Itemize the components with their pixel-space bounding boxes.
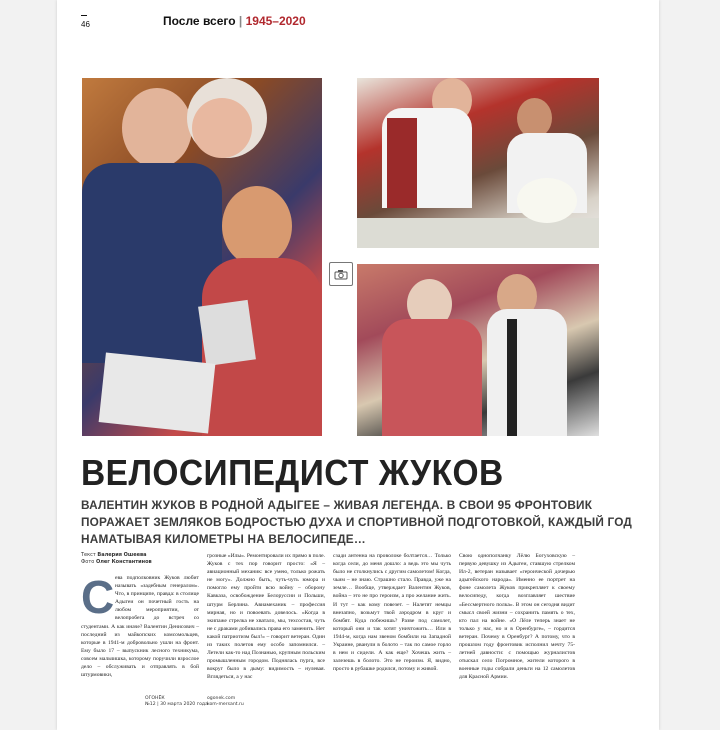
article-column-3: сзади антенна на проволоке болтается… Только когда сели, до меня дошло: а ведь это мы чуть было не столкнулись с другим самолетом! Когда, чьим – не знаю. Страшно стало. Правда, уже на земле… Вообще, утверждает Валентин Жуков, война – это не про героизм, а про желание жить. И тут – как кому повезет. – Налетят немцы внезапно, возьмут твой аэродром в круг и бомбят. Куда побежишь? Разве под самолет, который они и так хотят уничтожить… Или в 1944-м, когда нам звеном бомбили на Западной Украине, рванули в болото – так по самое горло в нем и сидели. А как еще? Хочешь жить – залезешь в болото. Это не героизм. Я, видно, просто в рубашке родился, потому и живой. bbox=[333, 553, 451, 673]
page-number: 46 bbox=[81, 20, 90, 29]
footer-issue: ОГОНЁК №12 | 30 марта 2020 года bbox=[145, 696, 208, 707]
camera-icon bbox=[329, 262, 353, 286]
article-column-2: грозные «Илы». Ремонтировали их прямо в поле. Жуков с тех пор говорит просто: «Я – авиационный механик: все умею, только рожать не могу». Должно быть, чуть-чуть юмора и помогло ему пройти всю войну – оборону Кавказа, освобождение Белоруссии и Польши, штурм Берлина. Авиамеханик – профессия мирная, но и повоевать довелось. «Когда в экипаже стрелка не хватало, мы, техсостав, чуть не с драками добивались права его заменить. Нет какой патриотизм был!» – говорит ветеран. Один из таких полетов ему особо запомнился. – Летели как-то над Познанью, крупным польским промышленным городом. Поднялась пурга, все вокруг было в дыму: видимость – нулевая. Вглядеться, а у нас bbox=[207, 553, 325, 681]
credits-photo-author: Олег Константинов bbox=[95, 559, 152, 565]
article-column-4: Свою однополчанку Лёлю Богуховскую – первую девушку из Адыгеи, ставшую стрелком Ил-2, ветеран называет «героической дочерью адыгейского народа». Именно ее портрет на фоне самолета Жуков прикрепляет к своему велосипеду, когда возглавляет шествие «Бессмертного полка». В этом он сегодня видит смысл своей жизни – сохранить память о тех, кто пал на войне. «О Лёле теперь знает не только у нас, но и в Оренбурге», – гордится ветеран. Почему в Оренбург? А потому, что в прошлом году фронтовик исполнил мечту 75-летней давности: с помощью журналистов отыскал село Погромное, жители которого в военные годы собрали деньги на 12 самолетов для Красной Армии. bbox=[459, 553, 575, 681]
article-dropcap: С bbox=[81, 571, 115, 623]
article-headline: ВЕЛОСИПЕДИСТ ЖУКОВ bbox=[81, 452, 504, 493]
header-rule bbox=[81, 15, 87, 16]
credits-photo-label: Фото bbox=[81, 559, 95, 565]
photo-veteran-family bbox=[82, 78, 322, 436]
article-lede: ВАЛЕНТИН ЖУКОВ В РОДНОЙ АДЫГЕЕ – ЖИВАЯ ЛЕГЕНДА. В СВОИ 95 ФРОНТОВИК ПОРАЖАЕТ ЗЕМЛЯКОВ БОДРОСТЬЮ ДУХА И СПОРТИВНОЙ ПОДГОТОВКОЙ, КАЖДЫЙ ГОД НАМАТЫВАЯ КИЛОМЕТРЫ НА ВЕЛОСИПЕДЕ… bbox=[81, 498, 633, 546]
photo-veteran-kitchen bbox=[357, 78, 599, 248]
photo-woman-phone bbox=[357, 264, 599, 436]
magazine-page bbox=[57, 0, 659, 730]
article-credits bbox=[81, 552, 199, 566]
footer-site: ogonek.com kom-mersant.ru bbox=[207, 696, 244, 707]
article-column-1 bbox=[81, 571, 199, 679]
section-years: 1945–2020 bbox=[245, 14, 306, 28]
section-title: После всего | 1945–2020 bbox=[163, 14, 306, 28]
article-column-1-text: ева подполковник Жуков любит называть «задебным генералом». Что, в принципе, правда: в столице Адыгеи он почетный гость на любом мероприятии, от велопробега до встреч со студентами. А как иначе? Валентин Денисович – последний из майкопских комсомольцев, которые в 1941-м добровольно ушли на фронт. Ему было 17 – выпускник лесного техникума, совсем мальчишка, которому поручили взрослое дело – обслуживать и отправлять в бой штурмовики, bbox=[81, 575, 199, 679]
credits-text-label: Текст bbox=[81, 552, 96, 558]
section-title-text: После всего bbox=[163, 14, 236, 28]
credits-text-author: Валерия Ошеева bbox=[97, 552, 147, 558]
